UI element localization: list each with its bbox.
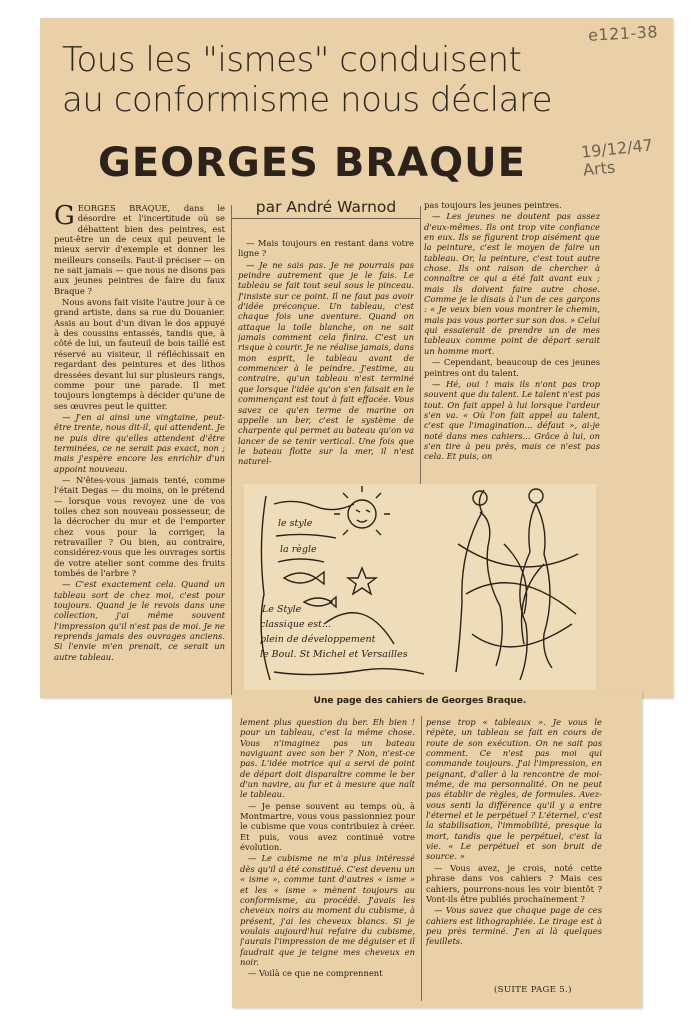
- paragraph: pense trop « tableaux ». Je vous le répète, un tableau se fait en cours de route de son exécution. On ne sait pas comment. Ce n'est pas moi qui commande toujours. J'ai l'impression, en peignant, d'aller à la rencontre de moi-même, de ma personnalité. On ne peut pas établir de règles, de formules. Avez-vous senti la différence qu'il y a entre l'éternel et le perpétuel ? L'éternel, c'est la stabilisation, l'immobilité, presque la mort, tandis que le perpétuel, c'est la vie. « Le perpétuel et son bruit de source. »: [426, 717, 602, 862]
- continued-note: (SUITE PAGE 5.): [494, 985, 572, 995]
- column-divider: [421, 716, 422, 1001]
- article-column-1: [54, 203, 225, 693]
- paragraph: — Le cubisme ne m'a plus intéressé dès qu'il a été constitué. C'est devenu un « isme », comme tant d'autres « isme » et les « isme » mènent toujours au conformisme, au procédé. J'avais les cheveux noirs au moment du cubisme, à présent, j'ai les cheveux blancs. Si je voulais aujourd'hui refaire du cubisme, j'aurais l'impression de me déguiser et il faudrait que je teigne mes cheveux en noir.: [240, 853, 415, 967]
- archive-reference: e121-38: [587, 22, 659, 45]
- article-column-5: [426, 717, 602, 987]
- sketch-note: le Boul. St Michel et Versailles: [260, 649, 408, 660]
- paragraph: — J'en ai ainsi une vingtaine, peut-être trente, nous dit-il, qui attendent. Je ne puis dire qu'elles attendent d'être terminées, ce ne serait pas exact, non ; mais j'espère encore les enrichir d'un appoint nouveau.: [54, 411, 225, 474]
- paragraph: — Vous avez, je crois, noté cette phrase dans vos cahiers ? Mais ces cahiers, pourrons-nous les voir bientôt ? Vont-ils être publiés prochainement ?: [426, 862, 602, 904]
- paragraph: — Voilà ce que ne comprennent: [248, 968, 383, 979]
- sketch-note: plein de développement: [260, 634, 376, 645]
- article-column-3: [424, 200, 600, 480]
- paragraph: EORGES BRAQUE, dans le désordre et l'incertitude où se débattent bien des peintres, est peut-être un de ceux qui peuvent le mieux servir d'exemple et donner les meilleurs conseils. Faut-il préciser — on ne sait jamais — que nous ne disons pas aux jeunes peintres de faire du faux Braque ?: [54, 203, 225, 296]
- paragraph: — Vous savez que chaque page de ces cahiers est lithographiée. Le tirage est à peu près terminé. J'en ai là quelques feuillets.: [426, 905, 602, 947]
- sketch-note: la règle: [280, 544, 317, 555]
- drop-cap: G: [54, 203, 75, 231]
- braque-notebook-sketch: [244, 484, 596, 690]
- paragraph: pas toujours les jeunes peintres.: [424, 200, 562, 210]
- image-caption: Une page des cahiers de Georges Braque.: [313, 696, 527, 706]
- article-column-2: [238, 238, 414, 490]
- paragraph: lement plus question du ber. Eh bien ! pour un tableau, c'est la même chose. Vous n'imaginez pas un bateau naviguant avec son ber ? Non, n'est-ce pas. L'idée motrice qui a servi de point de départ doit disparaître comme le ber d'un navire, au fur et à mesure que naît le tableau.: [240, 717, 415, 800]
- artist-name: GEORGES BRAQUE: [98, 140, 526, 186]
- headline: [62, 40, 622, 120]
- headline-line-1: Tous les "ismes" conduisent: [62, 40, 522, 80]
- handwritten-date-line: 19/12/47: [580, 135, 654, 162]
- article-column-4: [240, 717, 415, 1005]
- paragraph: — Hé, oui ! mais ils n'ont pas trop souvent que du talent. Le talent n'est pas tout. On fait appel à lui lorsque l'ardeur s'en va. « Où l'on fait appel au talent, c'est que l'imagination... défaut », ai-je noté dans mes cahiers... Grâce à lui, on s'en tire à peu près, mais ce n'est pas cela. Et puis, on: [424, 378, 600, 462]
- paragraph: — N'êtes-vous jamais tenté, comme l'était Degas — du moins, on le prétend — lorsque vous revoyez une de vos toiles chez son nouveau possesseur, de la décrocher du mur et de l'emporter chez vous pour la corriger, la retravailler ? Ou bien, au contraire, considérez-vous que les ouvrages sortis de votre atelier sont comme des fruits tombés de l'arbre ?: [54, 474, 225, 579]
- paragraph: — Mais toujours en restant dans votre ligne ?: [238, 238, 414, 259]
- handwritten-date: [580, 136, 655, 179]
- sketch-note: classique est...: [260, 619, 332, 630]
- paragraph: — C'est exactement cela. Quand un tableau sort de chez moi, c'est pour toujours. Quand je le revois dans une collection, j'ai même souvent l'impression qu'il n'est pas de moi. Je ne reprends jamais des ouvrages anciens. Si l'envie m'en prenait, ce serait un autre tableau.: [54, 579, 225, 662]
- sketch-note: le style: [278, 518, 313, 529]
- paragraph: — Je pense souvent au temps où, à Montmartre, vous vous passionniez pour le cubisme que vous contribuiez à créer. Et puis, vous avez continué votre évolution.: [240, 800, 415, 853]
- paragraph: — Les jeunes ne doutent pas assez d'eux-mêmes. Ils ont trop vite confiance en eux. Ils se figurent trop aisément que la peinture, c'est le moyen de faire un tableau. Or, la peinture, c'est tout autre chose. Ils ont raison de chercher à connaître ce qui a été fait avant eux ; mais ils doivent faire autre chose. Comme je le disais à l'un de ces garçons : « Je veux bien vous montrer le chemin, mais pas vous porter sur son dos. » Celui qui essaierait de prendre un de mes tableaux comme point de départ serait un homme mort.: [424, 211, 600, 356]
- column-divider: [420, 206, 421, 486]
- column-divider: [231, 205, 232, 695]
- paragraph: — Cependant, beaucoup de ces jeunes peintres ont du talent.: [424, 357, 600, 378]
- headline-line-2: au conformisme nous déclare: [62, 80, 553, 120]
- paragraph: Nous avons fait visite l'autre jour à ce grand artiste, dans sa rue du Douanier. Assis au bout d'un divan le dos appuyé à des coussins entassés, tandis que, à côté de lui, un fauteuil de bois taillé est réservé au visiteur, il réfléchissait en regardant des peintures et des lithos dressées devant lui sur plusieurs rangs, comme pour une parade. Il met toujours longtemps à décider qu'une de ses œuvres peut le quitter.: [54, 297, 225, 411]
- sketch-note: Le Style: [262, 604, 302, 615]
- byline: par André Warnod: [231, 198, 421, 219]
- paragraph: — Je ne sais pas. Je ne pourrais pas peindre autrement que je le fais. Le tableau se fait tout seul sous le pinceau. J'insiste sur ce point. Il ne faut pas avoir d'idée préconçue. Un tableau, c'est chaque fois une aventure. Quand on attaque la toile blanche, on ne sait jamais comment cela finira. C'est un risque à courir. Je ne réalise jamais, dans mon esprit, le tableau avant de commencer à le peindre. J'estime, au contraire, qu'un tableau n'est terminé que lorsque l'idée qu'on s'en faisait en le commençant est tout à fait effacée. Vous savez ce qu'en terme de marine on appelle un ber, c'est le système de charpente qui permet au bateau qu'on va lancer de se tenir vertical. Une fois que le bateau flotte sur la mer, il n'est naturel-: [238, 259, 414, 467]
- handwritten-source-line: Arts: [582, 157, 617, 180]
